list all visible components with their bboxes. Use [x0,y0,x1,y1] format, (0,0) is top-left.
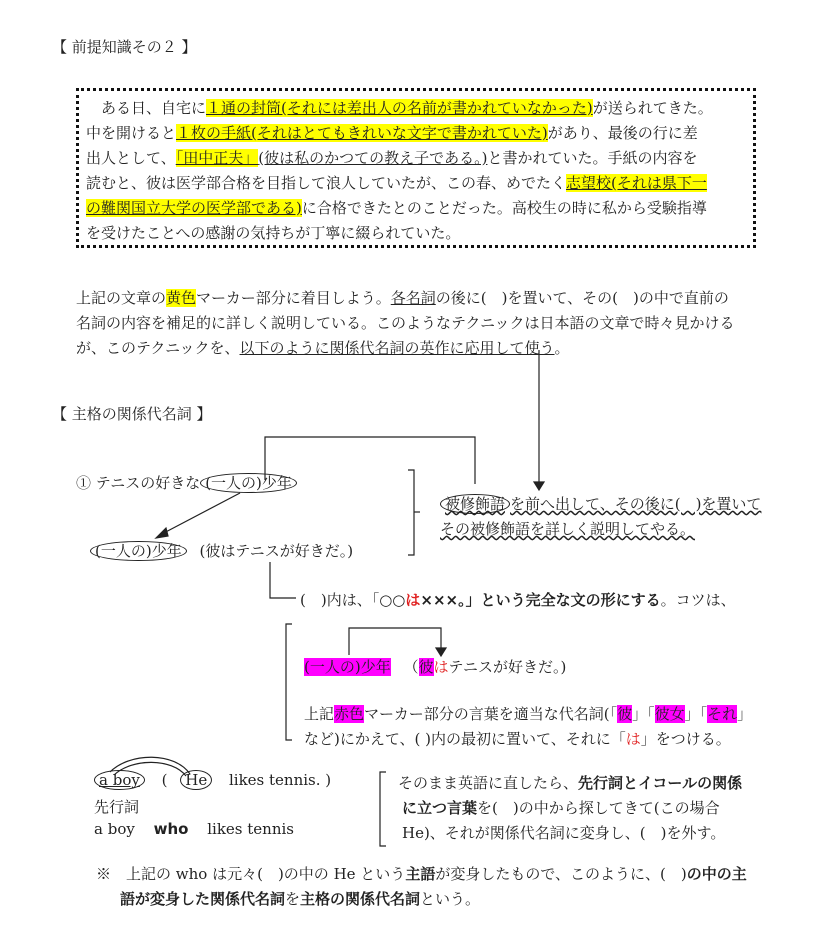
rule-2 [304,702,752,752]
example-1-oval-noun: (一人の)少年 [200,473,297,493]
story-line-6: を受けたことへの感謝の気持ちが丁寧に綴られていた。 [86,224,461,242]
explain-line-2: 名詞の内容を補足的に詳しく説明している。このようなテクニックは日本語の文章で時々見かける [76,314,735,332]
example-1-pre: テニスの好きな [95,474,201,492]
example-2-highlight-noun: (一人の)少年 [304,658,391,676]
story-line-2: 中を開けると１枚の手紙(それはとてもきれいな文字で書かれていた)があり、最後の行に差 [86,124,698,142]
note-1-line-2: その被修飾語を詳しく説明してやる。 [440,520,696,538]
english-antecedent-label: 先行詞 [94,798,140,816]
note-1-line-1: 被修飾語 を前へ出して、その後に( )を置いて [440,492,761,517]
note-2 [398,771,742,846]
arrowhead-2 [156,528,168,538]
example-1-row2-rest: (彼はテニスが好きだ。) [199,542,354,560]
rule-2-line-2: など)にかえて、( )内の最初に置いて、それに「は」をつける。 [304,730,731,748]
example-number: ① [76,474,92,492]
story-line-4: 読むと、彼は医学部合格を目指して浪人していたが、この春、めでたく志望校(それは県下一 [86,174,707,192]
english-pronoun-he: He [180,770,212,790]
note-2-line-3: He)、それが関係代名詞に変身し、( )を外す。 [402,824,726,842]
ex2-connector [349,628,441,655]
example-2-pronoun: 彼 [418,658,434,676]
footnote [96,862,747,912]
arrowhead-3 [436,648,446,656]
story-line-5: の難関国立大学の医学部である)に合格できたとのことだった。高校生の時に私から受験指導 [86,199,707,217]
note-2-brace [380,772,386,846]
ex1-right-brace [408,470,414,555]
explain-line-1: 上記の文章の黄色マーカー部分に着目しよう。各名詞の後に( )を置いて、その( )の中で直前の [76,289,729,307]
note-2-line-1: そのまま英語に直したら、先行詞とイコールの関係 [398,774,743,792]
story-line-1: ある日、自宅に１通の封筒(それには差出人の名前が書かれていなかった)が送られてきた。 [86,99,713,117]
example-2: (一人の)少年 （彼はテニスが好きだ。) [304,658,567,676]
ex2-left-brace [286,624,292,740]
example-1-row2-oval: (一人の)少年 [90,541,187,561]
story-text [86,96,713,246]
explanation [76,286,735,361]
note-1 [440,492,761,542]
story-line-3: 出人として、「田中正夫」(彼は私のかつての教え子である。)と書かれていた。手紙の内容を [86,149,698,167]
example-1-row1 [76,472,297,493]
footnote-line-1: ※ 上記の who は元々( )の中の He という主語が変身したもので、このように、( )の中の主 [96,865,747,883]
explain-line-3: が、このテクニックを、以下のように関係代名詞の英作に応用して使う。 [76,339,570,357]
heading-premise-2: 【 前提知識その２ 】 [52,38,197,56]
english-antecedent: a boy [94,770,145,790]
english-row-3: a boy who likes tennis [94,820,294,838]
relative-pronoun-who: who [153,820,189,838]
connector-diagonal-arrow [160,493,240,535]
connector-to-rule [270,562,296,598]
rule-line: ( )内は、「○○は×××。」という完全な文の形にする。コツは、 [300,591,736,609]
arrowhead-1 [534,482,544,490]
heading-subject-relative: 【 主格の関係代名詞 】 [52,405,212,423]
english-row-1: a boy ( He likes tennis. ) [94,771,331,789]
example-1-row2 [90,540,353,561]
footnote-line-2: 語が変身した関係代名詞を主格の関係代名詞という。 [120,890,481,908]
rule-2-line-1: 上記赤色マーカー部分の言葉を適当な代名詞(「彼」「彼女」「それ」 [304,705,753,723]
note-2-line-2: に立つ言葉を( )の中から探してきて(この場合 [402,799,720,817]
